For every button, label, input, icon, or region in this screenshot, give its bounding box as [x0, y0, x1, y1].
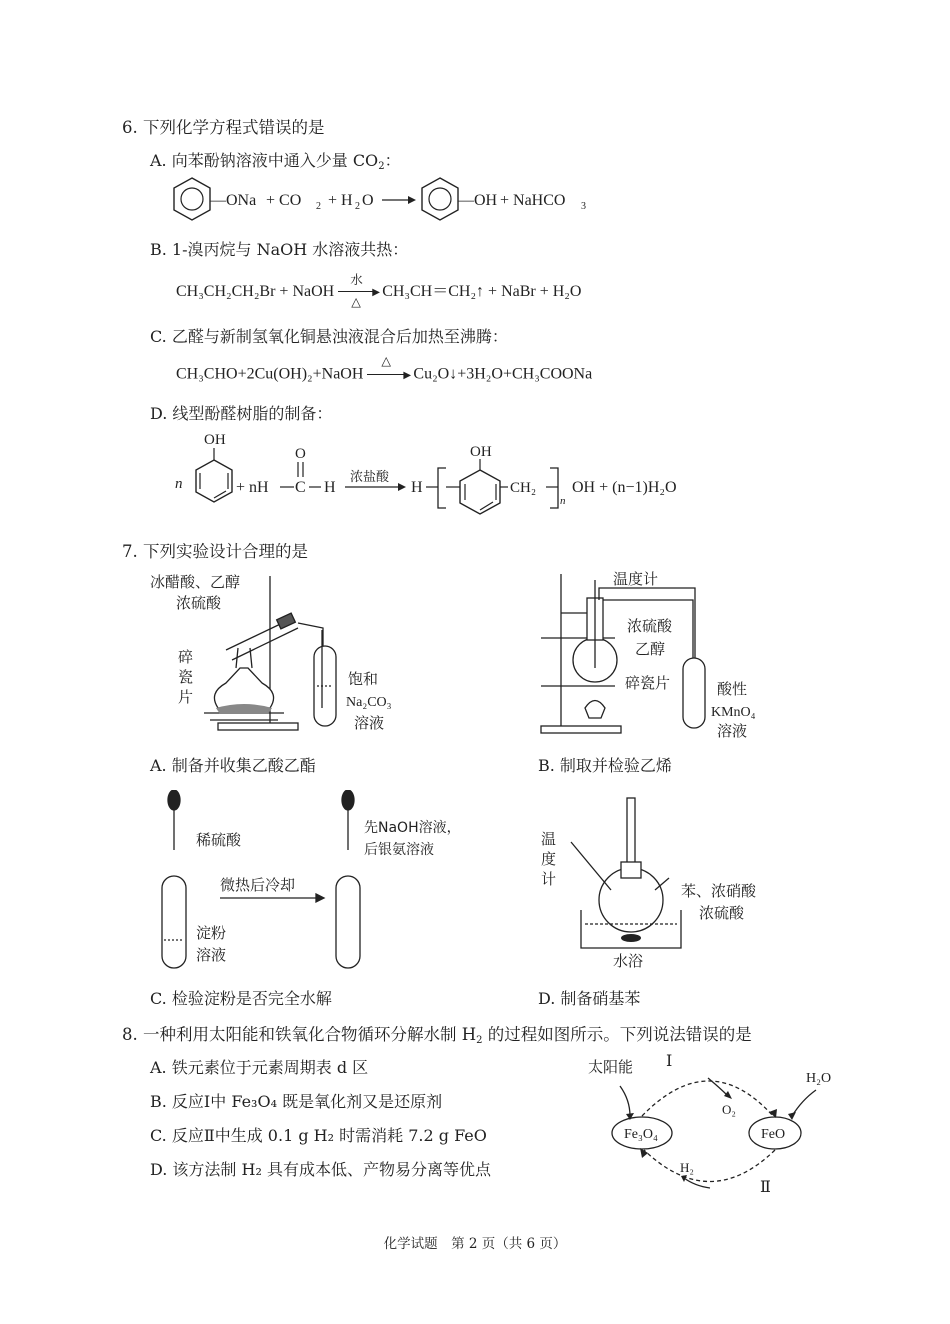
q6-stem: 6. 下列化学方程式错误的是: [122, 118, 325, 137]
svg-text:太阳能: 太阳能: [588, 1058, 634, 1076]
svg-text:OH: OH: [470, 444, 492, 460]
reaction-arrow-icon: △ ▶: [367, 365, 409, 385]
svg-text:2: 2: [316, 201, 321, 212]
svg-text:稀硫酸: 稀硫酸: [196, 831, 242, 849]
svg-text:H₂O: H₂O: [806, 1071, 832, 1086]
q6-option-c-label: C. 乙醛与新制氢氧化铜悬浊液混合后加热至沸腾：: [150, 327, 508, 346]
svg-text:H: H: [411, 479, 423, 496]
svg-text:+ nH: + nH: [236, 479, 269, 496]
benzene-ring-icon: [196, 460, 232, 502]
svg-text:片: 片: [178, 688, 194, 706]
svg-text:溶液: 溶液: [717, 722, 748, 740]
benzene-ring-icon: [460, 470, 500, 514]
page-footer: 化学试题 第 2 页（共 6 页）: [383, 1236, 567, 1252]
q6-c-equation: CH₃CHO+2Cu(OH)₂+NaOH △ ▶ Cu₂O↓+3H₂O+CH₃COONa: [176, 365, 592, 385]
svg-text:冰醋酸、乙醇: 冰醋酸、乙醇: [150, 573, 241, 591]
svg-text:酸性: 酸性: [717, 680, 748, 698]
svg-text:Fe₃O₄: Fe₃O₄: [624, 1127, 658, 1142]
svg-text:Na₂CO₃: Na₂CO₃: [346, 695, 392, 710]
svg-text:水浴: 水浴: [613, 952, 644, 970]
apparatus-c-figure: [148, 790, 468, 972]
svg-text:浓盐酸: 浓盐酸: [350, 470, 390, 485]
svg-text:碎: 碎: [178, 648, 194, 666]
apparatus-d-figure: [535, 790, 795, 972]
svg-text:瓷: 瓷: [178, 668, 194, 686]
svg-text:浓硫酸: 浓硫酸: [627, 617, 673, 635]
svg-text:溶液: 溶液: [354, 714, 385, 732]
q8-option-b: B. 反应Ⅰ中 Fe₃O₄ 既是氧化剂又是还原剂: [150, 1092, 443, 1111]
reaction-arrow-icon: 水 ▶ △: [338, 282, 378, 302]
svg-text:碎瓷片: 碎瓷片: [625, 674, 671, 692]
q6-a-equation: [170, 176, 600, 228]
q8-option-c: C. 反应Ⅱ中生成 0.1 g H₂ 时需消耗 7.2 g FeO: [150, 1126, 487, 1145]
reaction-arrow-icon: [382, 196, 416, 204]
svg-text:FeO: FeO: [761, 1127, 786, 1142]
svg-text:乙醇: 乙醇: [635, 640, 666, 658]
apparatus-a-figure: [148, 568, 408, 740]
q7-d-caption: D. 制备硝基苯: [538, 989, 641, 1008]
q6-b-equation: CH₃CH₂CH₂Br + NaOH 水 ▶ △ CH₃CH＝CH₂↑ + NaBr + H₂O: [176, 273, 582, 310]
q8-option-d: D. 该方法制 H₂ 具有成本低、产物易分离等优点: [150, 1160, 491, 1179]
q6-option-a-label: A. 向苯酚钠溶液中通入少量 $CO_2$：: [150, 151, 401, 172]
svg-text:先NaOH溶液，: 先NaOH溶液，: [364, 820, 461, 836]
q7-a-caption: A. 制备并收集乙酸乙酯: [150, 756, 316, 775]
svg-text:OH + (n−1)H₂O: OH + (n−1)H₂O: [572, 479, 677, 496]
svg-text:+ H: + H: [328, 192, 353, 209]
q7-c-caption: C. 检验淀粉是否完全水解: [150, 989, 332, 1008]
svg-text:温度计: 温度计: [613, 570, 659, 588]
q6-option-b-label: B. 1-溴丙烷与 NaOH 水溶液共热：: [150, 240, 409, 259]
svg-text:O: O: [362, 192, 374, 209]
svg-text:n: n: [560, 495, 566, 507]
svg-text:2: 2: [355, 201, 360, 212]
svg-text:淀粉: 淀粉: [196, 924, 227, 942]
q8-stem: 8. 一种利用太阳能和铁氧化合物循环分解水制 $H_2$ 的过程如图所示。下列说法错误的是: [122, 1025, 752, 1046]
svg-text:+ NaHCO: + NaHCO: [500, 192, 566, 209]
q6-a-co2: + CO: [266, 192, 302, 209]
svg-text:OH: OH: [204, 432, 226, 448]
svg-text:溶液: 溶液: [196, 946, 227, 964]
svg-text:H₂: H₂: [680, 1160, 694, 1175]
q6-d-equation: [170, 428, 730, 518]
svg-text:KMnO₄: KMnO₄: [711, 705, 756, 720]
svg-text:温: 温: [541, 830, 557, 848]
q8-option-a: A. 铁元素位于元素周期表 d 区: [150, 1058, 369, 1077]
svg-text:C: C: [295, 479, 306, 496]
svg-text:计: 计: [541, 870, 557, 888]
svg-text:Ⅰ: Ⅰ: [666, 1053, 673, 1070]
svg-text:n: n: [175, 476, 183, 492]
svg-text:微热后冷却: 微热后冷却: [220, 876, 296, 894]
benzene-ring-icon: [174, 178, 210, 220]
q7-b-caption: B. 制取并检验乙烯: [538, 756, 672, 775]
benzene-ring-icon: [422, 178, 458, 220]
svg-text:3: 3: [581, 201, 586, 212]
svg-text:CH₂: CH₂: [510, 480, 537, 496]
q6-option-d-label: D. 线型酚醛树脂的制备：: [150, 404, 333, 423]
svg-text:H: H: [324, 479, 336, 496]
svg-text:浓硫酸: 浓硫酸: [699, 904, 745, 922]
svg-text:Ⅱ: Ⅱ: [760, 1179, 771, 1196]
svg-text:度: 度: [541, 850, 557, 868]
q7-stem: 7. 下列实验设计合理的是: [122, 542, 308, 561]
svg-text:O: O: [295, 446, 306, 462]
svg-text:饱和: 饱和: [348, 670, 379, 688]
q8-cycle-diagram: [580, 1048, 850, 1198]
svg-text:浓硫酸: 浓硫酸: [176, 594, 222, 612]
apparatus-b-figure: [535, 568, 795, 740]
q6-a-lhs-group: —ONa: [210, 192, 257, 209]
svg-text:苯、浓硝酸: 苯、浓硝酸: [681, 882, 757, 900]
q6-a-rhs-group: —OH: [458, 192, 498, 209]
svg-text:后银氨溶液: 后银氨溶液: [364, 842, 434, 858]
svg-text:O₂: O₂: [722, 1102, 736, 1117]
